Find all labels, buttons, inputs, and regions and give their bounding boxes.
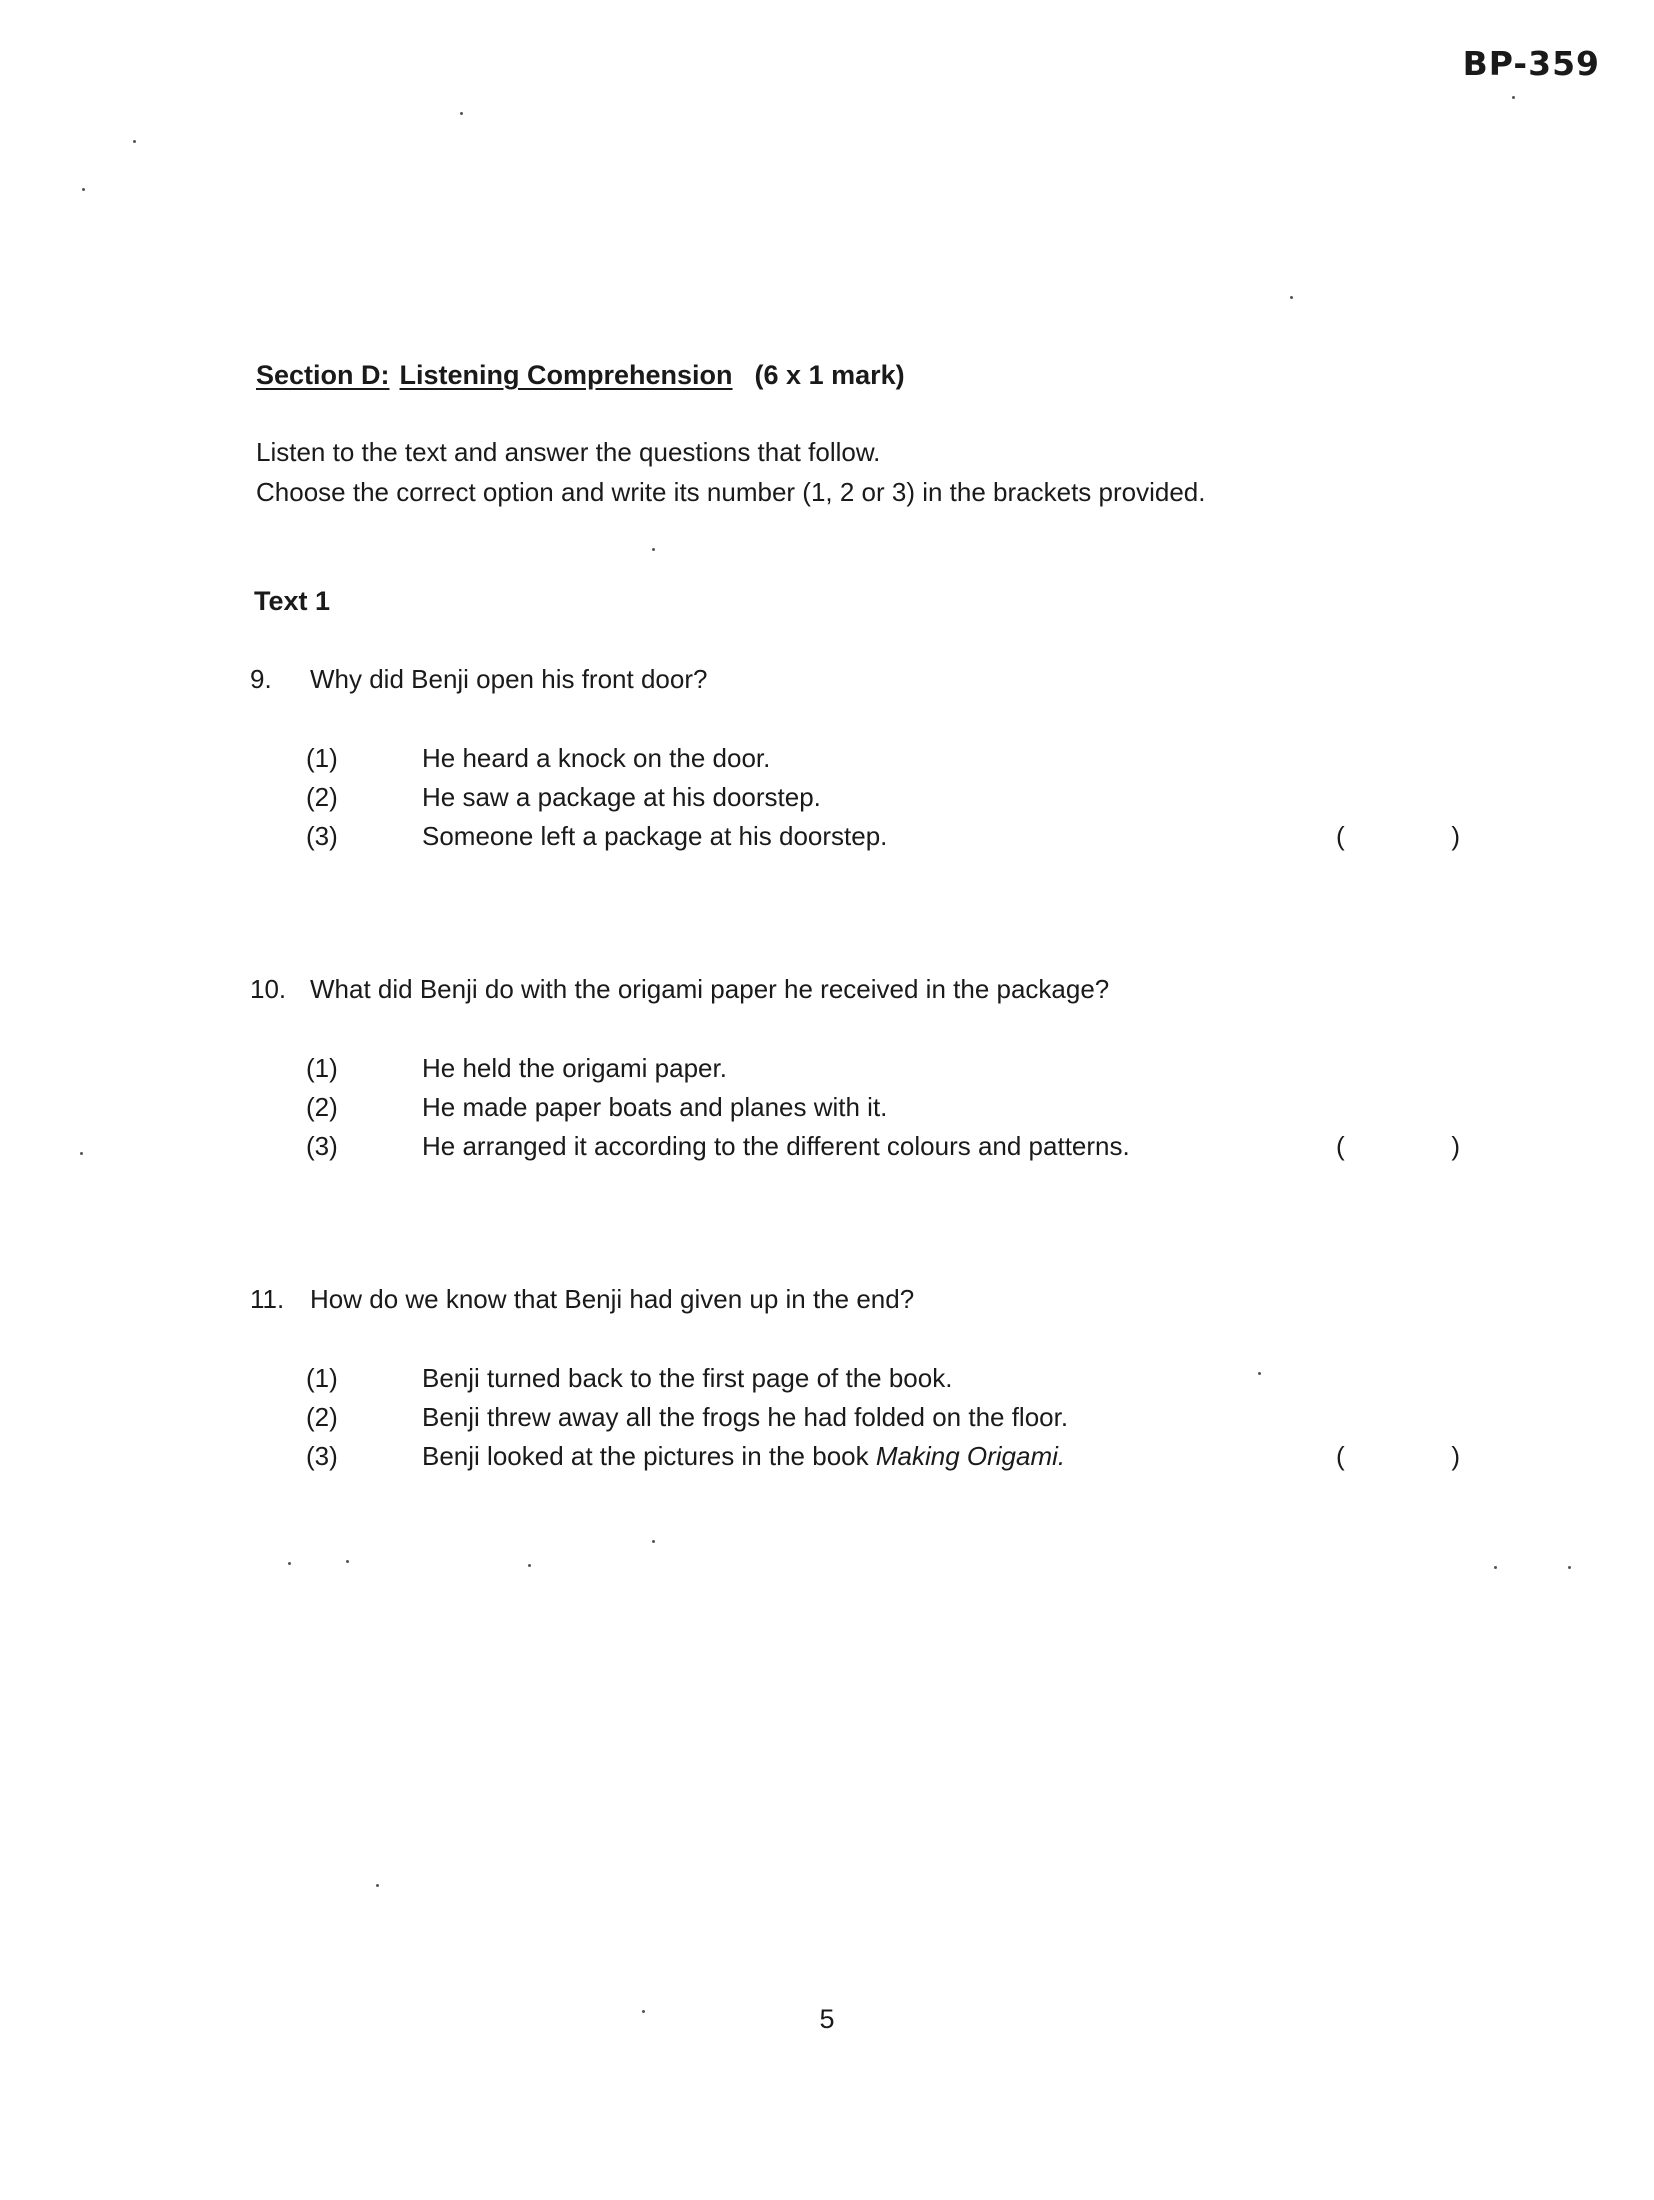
- option-number: (2): [306, 1402, 338, 1432]
- scan-speck: [652, 1540, 655, 1543]
- option-number: (2): [306, 1092, 338, 1122]
- instruction-line-2: Choose the correct option and write its number (1, 2 or 3) in the brackets provided.: [256, 477, 1206, 507]
- question-number: 9.: [250, 664, 272, 694]
- text-heading: Text 1: [254, 586, 331, 616]
- option-number: (3): [306, 1131, 338, 1161]
- option-list: [306, 739, 1460, 856]
- page-number: 5: [819, 2004, 835, 2034]
- section-header: [256, 360, 905, 391]
- scan-speck: [346, 1560, 349, 1563]
- question-9: [250, 664, 1460, 856]
- option-text: He held the origami paper.: [422, 1053, 727, 1083]
- option-number: (1): [306, 1053, 338, 1083]
- section-subtitle: Listening Comprehension: [399, 360, 733, 390]
- option-list: [306, 1049, 1460, 1166]
- scan-speck: [652, 548, 655, 551]
- question-text: Why did Benji open his front door?: [310, 664, 708, 694]
- section-title: Section D: Listening Comprehension: [256, 360, 733, 390]
- option-2: [306, 1088, 1430, 1127]
- question-10: [250, 974, 1460, 1166]
- option-number: (3): [306, 821, 338, 851]
- instructions: [256, 432, 1205, 512]
- bracket-close: ): [1451, 821, 1460, 851]
- section-marks: (6 x 1 mark): [754, 360, 905, 390]
- question-text: What did Benji do with the origami paper he received in the package?: [310, 974, 1110, 1004]
- book-title: Making Origami.: [875, 1441, 1066, 1471]
- question-stem: [250, 1284, 1430, 1315]
- option-text: Benji threw away all the frogs he had folded on the floor.: [422, 1402, 1069, 1432]
- scan-speck: [528, 1564, 531, 1567]
- option-1: [306, 739, 1430, 778]
- option-3: [306, 817, 1460, 856]
- document-code: BP-359: [1462, 44, 1600, 83]
- option-number: (3): [306, 1441, 338, 1471]
- option-3: [306, 1127, 1460, 1166]
- option-text: He saw a package at his doorstep.: [422, 782, 821, 812]
- option-text: Benji turned back to the first page of the book.: [422, 1363, 953, 1393]
- option-text: Someone left a package at his doorstep.: [422, 821, 888, 851]
- option-text: He arranged it according to the different colours and patterns.: [422, 1131, 1130, 1161]
- scan-speck: [1494, 1566, 1497, 1569]
- option-text: Benji looked at the pictures in the book Making Origami.: [422, 1441, 1066, 1471]
- bracket-open: (: [1336, 821, 1345, 851]
- scan-speck: [642, 2010, 645, 2013]
- question-number: 11.: [250, 1284, 285, 1314]
- question-11: [250, 1284, 1460, 1476]
- answer-bracket-q9[interactable]: [1336, 817, 1460, 856]
- question-stem: [250, 664, 1430, 695]
- option-number: (1): [306, 743, 338, 773]
- option-1: [306, 1049, 1430, 1088]
- option-1: [306, 1359, 1430, 1398]
- option-2: [306, 778, 1430, 817]
- scan-speck: [1258, 1372, 1261, 1375]
- scan-speck: [376, 1884, 379, 1887]
- scan-speck: [82, 188, 85, 191]
- option-2: [306, 1398, 1430, 1437]
- option-3: [306, 1437, 1460, 1476]
- option-text: He heard a knock on the door.: [422, 743, 771, 773]
- bracket-open: (: [1336, 1441, 1345, 1471]
- scan-speck: [1290, 296, 1293, 299]
- scan-speck: [460, 112, 463, 115]
- scan-speck: [1512, 96, 1515, 99]
- answer-bracket-q10[interactable]: [1336, 1127, 1460, 1166]
- option-list: [306, 1359, 1460, 1476]
- scan-speck: [80, 1152, 83, 1155]
- bracket-close: ): [1451, 1131, 1460, 1161]
- question-text: How do we know that Benji had given up in the end?: [310, 1284, 915, 1314]
- question-stem: [250, 974, 1430, 1005]
- option-number: (2): [306, 782, 338, 812]
- question-number: 10.: [250, 974, 287, 1004]
- bracket-close: ): [1451, 1441, 1460, 1471]
- scan-speck: [288, 1562, 291, 1565]
- bracket-open: (: [1336, 1131, 1345, 1161]
- answer-bracket-q11[interactable]: [1336, 1437, 1460, 1476]
- scan-speck: [133, 140, 136, 143]
- option-number: (1): [306, 1363, 338, 1393]
- scan-speck: [1568, 1566, 1571, 1569]
- option-text: He made paper boats and planes with it.: [422, 1092, 888, 1122]
- instruction-line-1: Listen to the text and answer the questions that follow.: [256, 437, 881, 467]
